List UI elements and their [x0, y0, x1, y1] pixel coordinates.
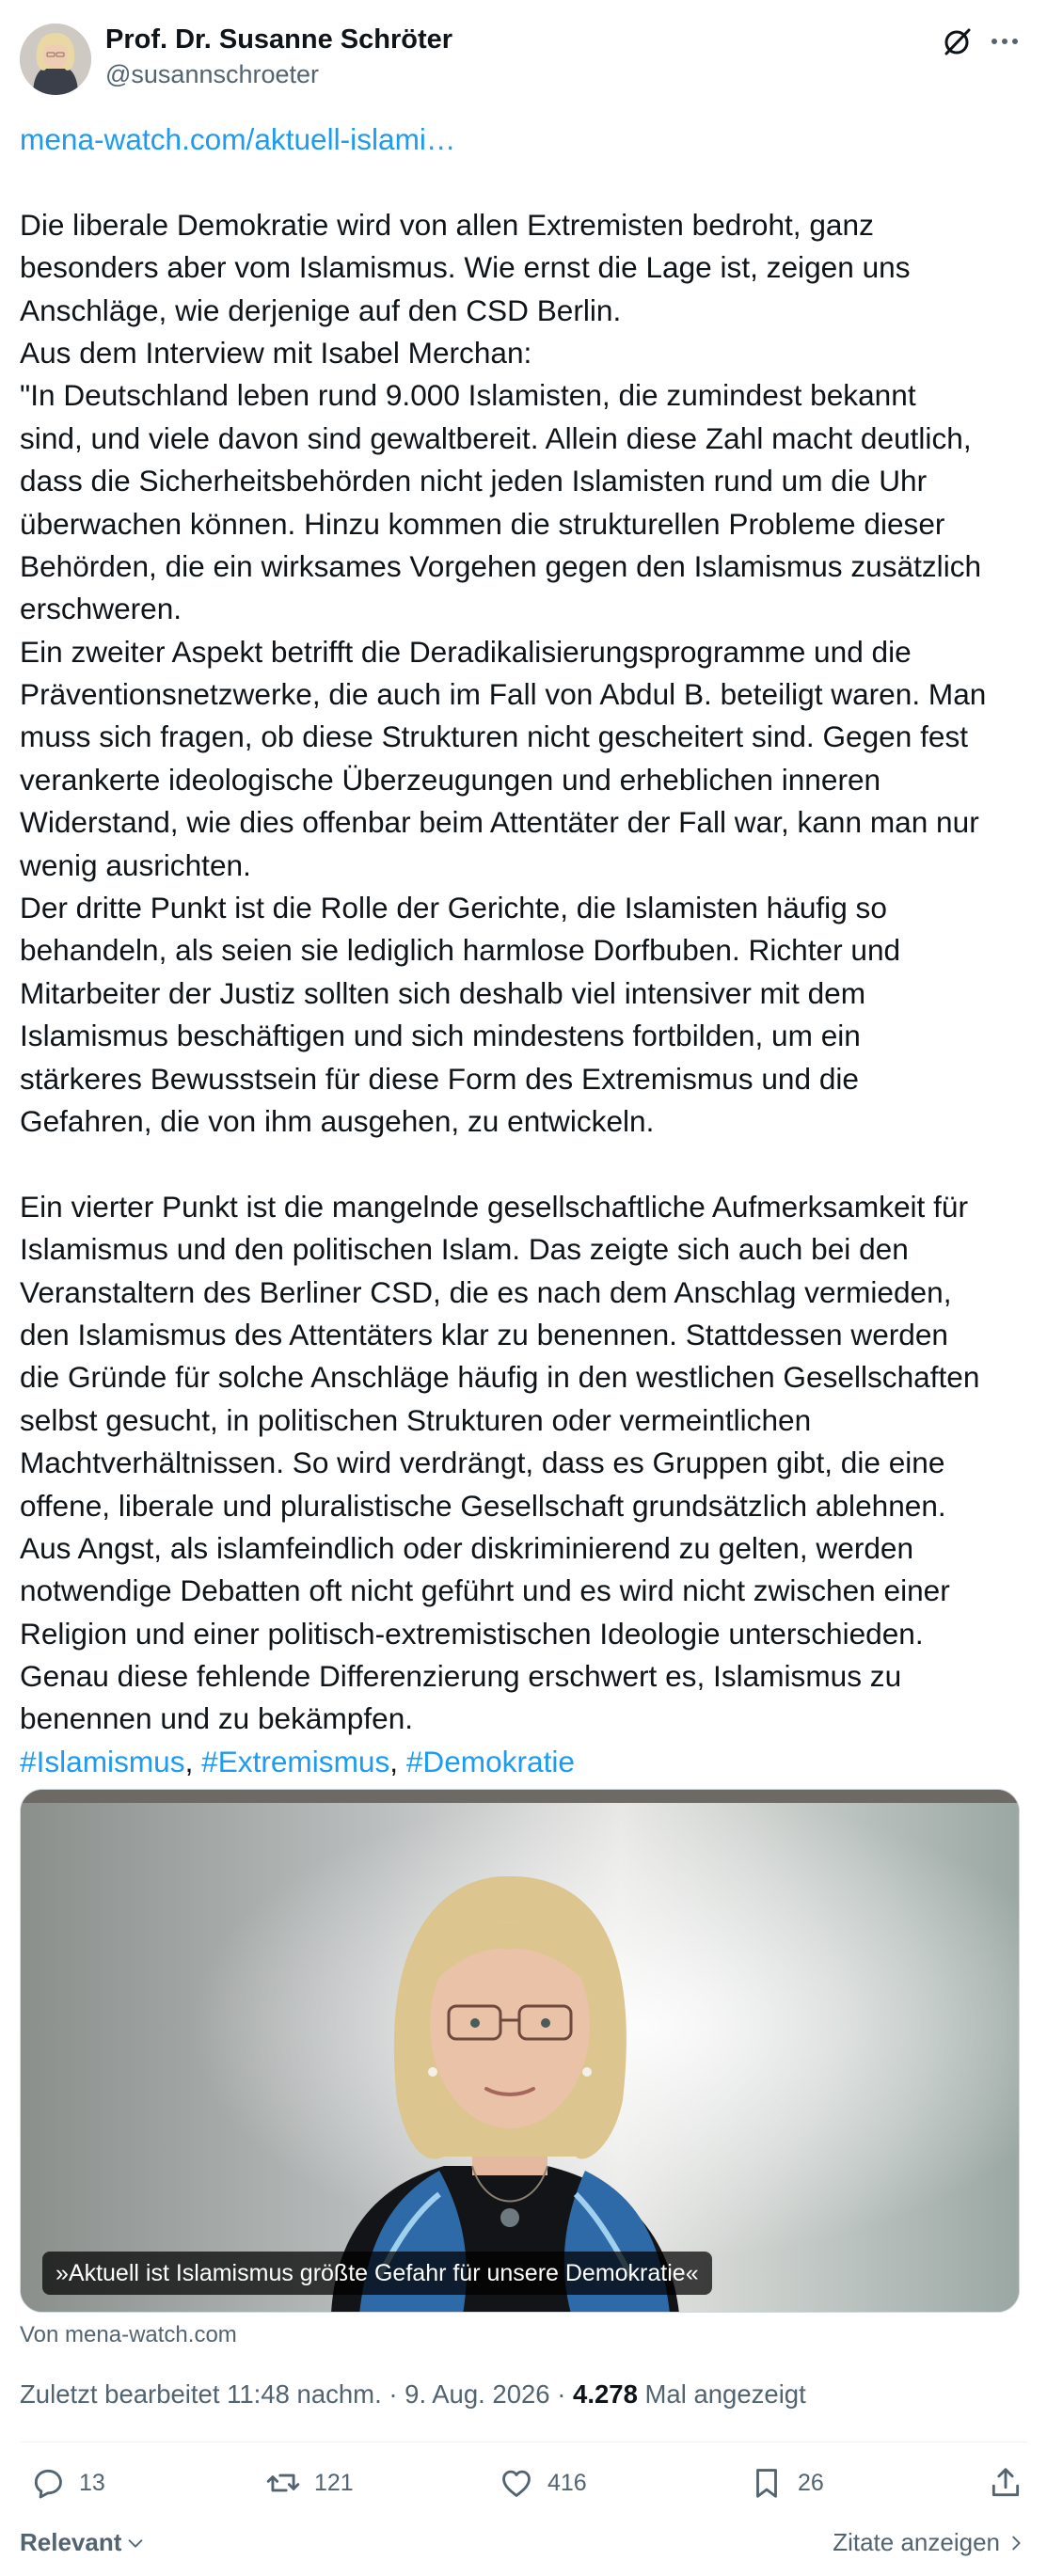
view-count-label: Mal angezeigt [637, 2379, 806, 2409]
bookmark-count: 26 [798, 2469, 824, 2496]
tweet-meta [20, 2379, 806, 2410]
tweet-text-line: Mitarbeiter der Justiz sollten sich deshalb viel intensiver mit dem [20, 975, 866, 1010]
share-icon [988, 2465, 1023, 2501]
bookmark-button[interactable] [749, 2455, 824, 2511]
tweet-text-line: Der dritte Punkt ist die Rolle der Gerichte, die Islamisten häufig so [20, 891, 887, 925]
hashtag-separator: , [389, 1744, 406, 1778]
hashtag-extremismus[interactable]: #Extremismus [201, 1744, 390, 1778]
tweet-text-line: überwachen können. Hinzu kommen die strukturellen Probleme dieser [20, 506, 945, 541]
card-caption: »Aktuell ist Islamismus größte Gefahr für unsere Demokratie« [42, 2252, 712, 2295]
like-button[interactable] [499, 2455, 587, 2511]
tweet-text-line: notwendige Debatten oft nicht geführt und es wird nicht zwischen einer [20, 1573, 950, 1608]
tweet-text-line: selbst gesucht, in politischen Strukturen oder vermeintlichen [20, 1402, 812, 1437]
card-source[interactable]: Von mena-watch.com [20, 2322, 237, 2347]
card-photo [21, 1790, 1020, 2313]
tweet-text-line: Aus dem Interview mit Isabel Merchan: [20, 335, 532, 370]
tweet-text-line: die Gründe für solche Anschläge häufig in den westlichen Gesellschaften [20, 1360, 980, 1395]
reply-button[interactable] [30, 2455, 105, 2511]
tweet-text-line: Präventionsnetzwerke, die auch im Fall von Abdul B. beteiligt waren. Man [20, 677, 987, 712]
tweet-text-line: Anschläge, wie derjenige auf den CSD Berlin. [20, 292, 622, 327]
tweet-text-line: den Islamismus des Attentäters klar zu benennen. Stattdessen werden [20, 1317, 948, 1351]
reply-icon [30, 2465, 66, 2501]
tweet-text-line: Religion und einer politisch-extremistischen Ideologie unterschieden. [20, 1616, 924, 1651]
tweet-text-line: muss sich fragen, ob diese Strukturen nicht gescheitert sind. Gegen fest [20, 719, 969, 754]
grok-icon[interactable] [938, 23, 976, 60]
blank-line [20, 161, 1031, 203]
tweet-text-line: Veranstaltern des Berliner CSD, die es nach dem Anschlag vermieden, [20, 1274, 952, 1309]
chevron-right-icon [1006, 2533, 1026, 2553]
repost-button[interactable] [265, 2455, 354, 2511]
tweet-header [0, 0, 1047, 113]
hashtag-line [20, 1741, 1031, 1783]
hashtag-separator: , [184, 1744, 202, 1778]
view-count: 4.278 [573, 2379, 638, 2409]
action-bar [0, 2455, 1047, 2511]
avatar-portrait-icon [20, 24, 91, 95]
tweet-text-line: Islamismus und den politischen Islam. Das zeigte sich auch bei den [20, 1232, 909, 1267]
tweet-text-line: stärkeres Bewusstsein für diese Form des Extremismus und die [20, 1061, 859, 1096]
tweet-text-line: benennen und zu bekämpfen. [20, 1701, 414, 1736]
avatar[interactable] [20, 24, 91, 95]
tweet-text-line: besonders aber vom Islamismus. Wie ernst die Lage ist, zeigen uns [20, 250, 911, 285]
tweet-text-line: "In Deutschland leben rund 9.000 Islamisten, die zumindest bekannt [20, 378, 916, 413]
replies-footer [0, 2521, 1047, 2568]
edited-timestamp[interactable]: Zuletzt bearbeitet 11:48 nachm. · 9. Aug. 2026 · [20, 2379, 574, 2409]
heart-icon [499, 2465, 534, 2501]
author-name[interactable]: Prof. Dr. Susanne Schröter [105, 24, 453, 55]
tweet-text-line: Islamismus beschäftigen und sich mindestens fortbilden, um ein [20, 1019, 861, 1053]
bookmark-icon [749, 2465, 785, 2501]
view-quotes-link[interactable] [833, 2528, 1026, 2557]
article-link[interactable]: mena-watch.com/aktuell-islami… [20, 122, 456, 156]
sort-label: Relevant [20, 2528, 122, 2556]
tweet-text-line: Behörden, die ein wirksames Vorgehen gegen den Islamismus zusätzlich [20, 548, 982, 583]
share-button[interactable] [988, 2455, 1023, 2511]
blank-line [20, 1143, 1031, 1185]
tweet-text-line: Genau diese fehlende Differenzierung erschwert es, Islamismus zu [20, 1659, 902, 1694]
hashtag-islamismus[interactable]: #Islamismus [20, 1744, 185, 1778]
reply-count: 13 [79, 2469, 105, 2496]
tweet-text-line: dass die Sicherheitsbehörden nicht jeden Islamisten rund um die Uhr [20, 464, 928, 498]
more-options-icon[interactable] [986, 23, 1023, 60]
hashtag-demokratie[interactable]: #Demokratie [405, 1744, 575, 1778]
like-count: 416 [547, 2469, 587, 2496]
tweet-text-line: wenig ausrichten. [20, 847, 251, 882]
tweet-text-line: erschweren. [20, 592, 182, 626]
chevron-down-icon [125, 2533, 146, 2553]
tweet-text-line: sind, und viele davon sind gewaltbereit. Allein diese Zahl macht deutlich, [20, 420, 972, 455]
tweet-text-line: Machtverhältnissen. So wird verdrängt, dass es Gruppen gibt, die eine [20, 1446, 945, 1480]
tweet-paragraph-2 [20, 1186, 1031, 1741]
tweet-text-line: Die liberale Demokratie wird von allen Extremisten bedroht, ganz [20, 207, 874, 242]
tweet-text-line: Widerstand, wie dies offenbar beim Attentäter der Fall war, kann man nur [20, 805, 979, 840]
tweet-text-line: Ein zweiter Aspekt betrifft die Deradikalisierungsprogramme und die [20, 634, 912, 669]
tweet-text-line: Ein vierter Punkt ist die mangelnde gesellschaftliche Aufmerksamkeit für [20, 1189, 968, 1224]
tweet-paragraph-1 [20, 204, 1031, 1144]
tweet-text-line: offene, liberale und pluralistische Gesellschaft grundsätzlich ablehnen. [20, 1488, 946, 1523]
tweet-text-line: Aus Angst, als islamfeindlich oder diskriminierend zu gelten, werden [20, 1530, 914, 1565]
link-preview-card[interactable] [20, 1789, 1020, 2313]
tweet-text-line: behandeln, als seien sie lediglich harmlose Dorfbuben. Richter und [20, 933, 901, 968]
repost-count: 121 [314, 2469, 354, 2496]
tweet-text-line: verankerte ideologische Überzeugungen und erheblichen inneren [20, 762, 881, 797]
sort-replies-dropdown[interactable] [20, 2528, 146, 2557]
tweet-text-line: Gefahren, die von ihm ausgehen, zu entwickeln. [20, 1103, 655, 1138]
author-handle[interactable]: @susannschroeter [105, 60, 320, 88]
quotes-label: Zitate anzeigen [833, 2528, 1000, 2556]
tweet-body [20, 119, 1031, 1783]
repost-icon [265, 2465, 301, 2501]
